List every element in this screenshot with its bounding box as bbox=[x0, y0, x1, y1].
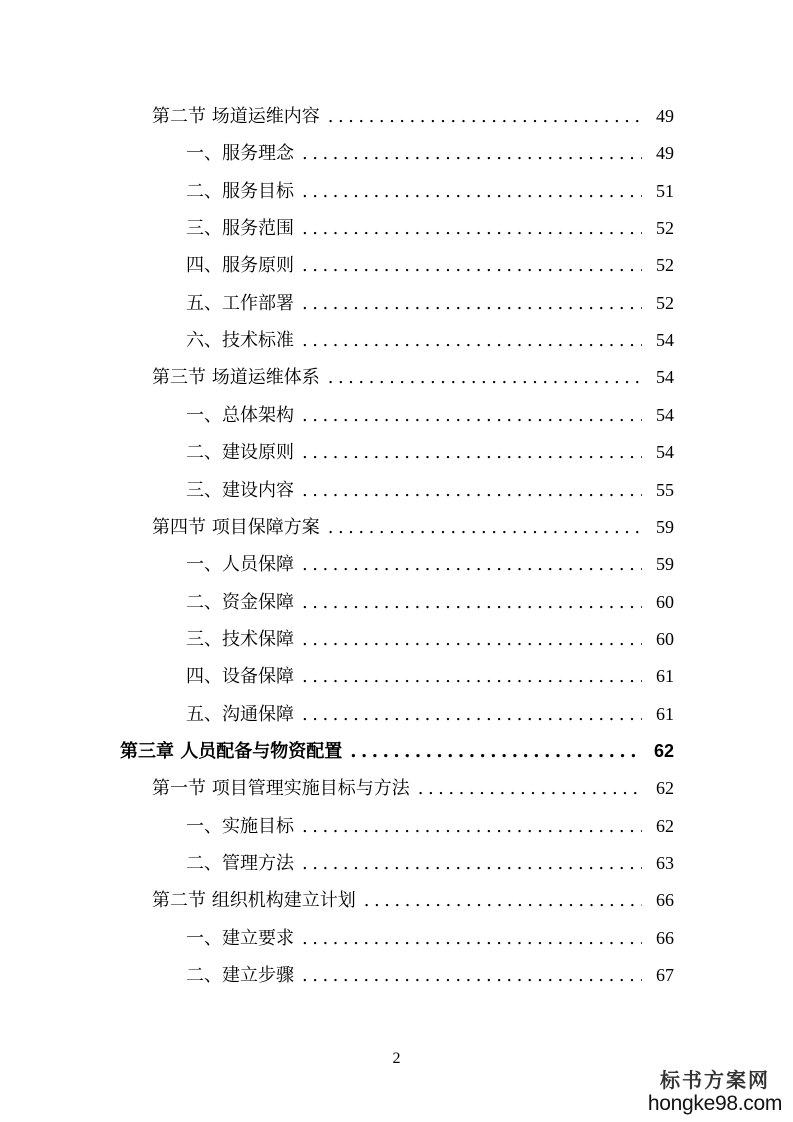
toc-dot-leader bbox=[302, 625, 642, 655]
toc-entry-item bbox=[186, 699, 674, 729]
toc-entry-title: 二、管理方法 bbox=[186, 853, 294, 874]
toc-entry-page: 52 bbox=[656, 292, 674, 313]
toc-dot-leader bbox=[302, 700, 642, 730]
toc-dot-leader bbox=[350, 737, 642, 767]
toc-entry-page: 59 bbox=[656, 516, 674, 537]
toc-entry-title: 一、实施目标 bbox=[186, 815, 294, 837]
toc-entry-page: 61 bbox=[656, 703, 674, 724]
toc-dot-leader bbox=[302, 438, 642, 468]
toc-dot-leader bbox=[302, 476, 642, 506]
toc-dot-leader bbox=[302, 588, 642, 618]
toc-entry-page: 62 bbox=[656, 778, 674, 799]
toc-entry-item bbox=[186, 250, 674, 280]
toc-entry-item bbox=[186, 811, 674, 841]
toc-dot-leader bbox=[328, 513, 642, 543]
toc-entry-item bbox=[186, 288, 674, 318]
toc-entry-section bbox=[152, 362, 674, 392]
toc-entry-page: 49 bbox=[656, 106, 674, 126]
toc-dot-leader bbox=[364, 886, 642, 916]
toc-entry-title: 第三章 人员配备与物资配置 bbox=[120, 740, 343, 762]
toc-entry-item bbox=[186, 325, 674, 355]
toc-entry-title: 六、技术标准 bbox=[186, 330, 294, 352]
toc-entry-title: 第二节 组织机构建立计划 bbox=[152, 890, 356, 912]
toc-entry-section bbox=[152, 885, 674, 915]
toc-dot-leader bbox=[302, 961, 642, 991]
toc-entry-title: 二、建设原则 bbox=[186, 442, 294, 464]
toc-entry-page: 54 bbox=[656, 330, 674, 351]
toc-entry-item bbox=[186, 624, 674, 654]
toc-entry-title: 五、沟通保障 bbox=[186, 703, 294, 725]
toc-entry-title: 二、服务目标 bbox=[186, 180, 294, 202]
toc-entry-item bbox=[186, 923, 674, 953]
toc-entry-item bbox=[186, 176, 674, 206]
toc-entry-page: 60 bbox=[656, 591, 674, 612]
toc-entry-page: 62 bbox=[653, 740, 674, 761]
toc-entry-page: 51 bbox=[656, 180, 674, 201]
toc-entry-title: 一、总体架构 bbox=[186, 404, 294, 426]
toc-entry-title: 第四节 项目保障方案 bbox=[152, 516, 320, 538]
toc-dot-leader bbox=[302, 289, 642, 319]
toc-dot-leader bbox=[302, 924, 642, 954]
toc-entry-title: 第三节 场道运维体系 bbox=[152, 367, 320, 389]
toc-dot-leader bbox=[302, 326, 642, 356]
watermark bbox=[640, 1068, 790, 1116]
toc-entry-page: 54 bbox=[656, 442, 674, 463]
toc-entry-page: 62 bbox=[656, 815, 674, 836]
watermark-url: hongke98.com bbox=[647, 1092, 783, 1115]
toc-entry-title: 二、建立步骤 bbox=[186, 965, 294, 987]
toc-entry-item bbox=[186, 549, 674, 579]
toc-entry-page: 54 bbox=[656, 367, 674, 388]
toc-entry-page: 54 bbox=[656, 404, 674, 425]
toc-entry-title: 四、服务原则 bbox=[186, 255, 294, 277]
toc-entry-title: 二、资金保障 bbox=[186, 591, 294, 613]
watermark-name: 标书方案网 bbox=[660, 1068, 770, 1092]
toc-entry-title: 三、建设内容 bbox=[186, 479, 294, 501]
toc-entry-page: 66 bbox=[656, 890, 674, 911]
toc-dot-leader bbox=[302, 177, 642, 207]
toc-entry-title: 一、服务理念 bbox=[186, 143, 294, 165]
toc-entry-page: 63 bbox=[656, 853, 674, 873]
toc-entry-item bbox=[186, 587, 674, 617]
toc-dot-leader bbox=[418, 774, 642, 804]
toc-entry-title: 第二节 场道运维内容 bbox=[152, 106, 320, 127]
toc-entry-item bbox=[186, 213, 674, 243]
toc-entry-page: 66 bbox=[656, 927, 674, 948]
toc-entry-title: 三、服务范围 bbox=[186, 218, 294, 240]
toc-entry-page: 55 bbox=[656, 479, 674, 500]
toc-entry-title: 三、技术保障 bbox=[186, 628, 294, 650]
toc-dot-leader bbox=[302, 401, 642, 431]
toc-entry-page: 61 bbox=[656, 666, 674, 687]
toc-dot-leader bbox=[328, 102, 642, 132]
toc-entry-section bbox=[152, 101, 674, 131]
toc-entry-title: 一、人员保障 bbox=[186, 554, 294, 576]
toc-entry-title: 第一节 项目管理实施目标与方法 bbox=[152, 778, 410, 800]
toc-entry-page: 67 bbox=[656, 965, 674, 986]
toc-entry-page: 49 bbox=[656, 143, 674, 164]
toc-entry-item bbox=[186, 848, 674, 878]
toc-entry-item bbox=[186, 437, 674, 467]
toc-entry-page: 59 bbox=[656, 554, 674, 575]
toc-entry-chapter bbox=[120, 736, 674, 766]
toc-entry-section bbox=[152, 773, 674, 803]
toc-dot-leader bbox=[302, 214, 642, 244]
toc-dot-leader bbox=[302, 812, 642, 842]
toc-entry-item bbox=[186, 960, 674, 990]
toc-dot-leader bbox=[302, 139, 642, 169]
toc-dot-leader bbox=[302, 849, 642, 879]
page-number: 2 bbox=[392, 1050, 401, 1067]
toc-entry-title: 一、建立要求 bbox=[186, 927, 294, 949]
toc-entry-item bbox=[186, 475, 674, 505]
toc-entry-section bbox=[152, 512, 674, 542]
toc-entry-page: 52 bbox=[656, 218, 674, 239]
toc-entry-item bbox=[186, 661, 674, 691]
toc-entry-title: 五、工作部署 bbox=[186, 292, 294, 314]
toc-dot-leader bbox=[302, 251, 642, 281]
toc-entry-page: 60 bbox=[656, 628, 674, 649]
toc-entry-item bbox=[186, 138, 674, 168]
toc-dot-leader bbox=[302, 550, 642, 580]
toc-entry-title: 四、设备保障 bbox=[186, 666, 294, 688]
toc-entry-page: 52 bbox=[656, 255, 674, 276]
toc-dot-leader bbox=[302, 662, 642, 692]
toc-entry-item bbox=[186, 400, 674, 430]
toc-dot-leader bbox=[328, 363, 642, 393]
